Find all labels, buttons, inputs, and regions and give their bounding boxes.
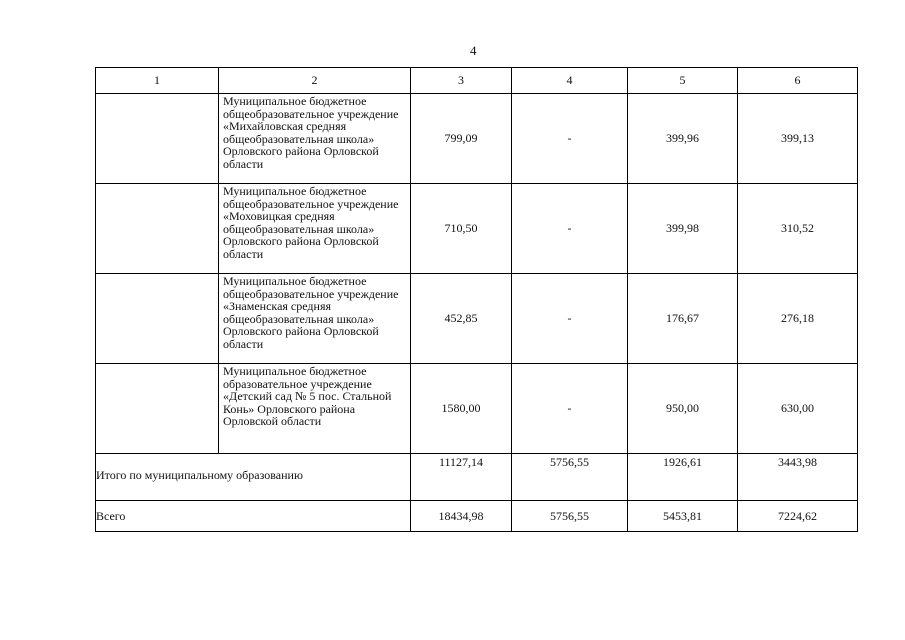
column-header-3: 3 [411, 68, 512, 94]
value-col-4: - [512, 364, 628, 454]
column-header-5: 5 [628, 68, 738, 94]
grand-total-row [96, 501, 858, 532]
page-number: 4 [470, 43, 477, 58]
table-row [96, 184, 858, 274]
value-col-3: 452,85 [411, 274, 512, 364]
total-col-6: 3443,98 [738, 454, 858, 501]
value-col-4: - [512, 94, 628, 184]
blank-cell [96, 364, 219, 454]
budget-table [95, 67, 858, 532]
value-col-3: 1580,00 [411, 364, 512, 454]
blank-cell [96, 274, 219, 364]
institution-name: Муниципальное бюджетное образовательное учреждение «Детский сад № 5 пос. Стальной Конь» Орловского района Орловской области [219, 364, 411, 454]
total-col-3: 11127,14 [411, 454, 512, 501]
grand-col-4: 5756,55 [512, 501, 628, 532]
table-row [96, 364, 858, 454]
total-col-4: 5756,55 [512, 454, 628, 501]
value-col-5: 176,67 [628, 274, 738, 364]
value-col-4: - [512, 274, 628, 364]
column-header-6: 6 [738, 68, 858, 94]
value-col-6: 276,18 [738, 274, 858, 364]
institution-name: Муниципальное бюджетное общеобразовательное учреждение «Знаменская средняя общеобразовательная школа» Орловского района Орловской области [219, 274, 411, 364]
value-col-6: 630,00 [738, 364, 858, 454]
table-row [96, 274, 858, 364]
blank-cell [96, 94, 219, 184]
column-header-1: 1 [96, 68, 219, 94]
institution-name: Муниципальное бюджетное общеобразовательное учреждение «Михайловская средняя общеобразовательная школа» Орловского района Орловской области [219, 94, 411, 184]
grand-col-6: 7224,62 [738, 501, 858, 532]
municipal-total-label: Итого по муниципальному образованию [96, 454, 411, 501]
grand-col-3: 18434,98 [411, 501, 512, 532]
column-header-2: 2 [219, 68, 411, 94]
grand-col-5: 5453,81 [628, 501, 738, 532]
value-col-6: 399,13 [738, 94, 858, 184]
column-header-4: 4 [512, 68, 628, 94]
header-row [96, 68, 858, 94]
value-col-3: 799,09 [411, 94, 512, 184]
value-col-5: 399,96 [628, 94, 738, 184]
value-col-6: 310,52 [738, 184, 858, 274]
institution-name: Муниципальное бюджетное общеобразовательное учреждение «Моховицкая средняя общеобразовательная школа» Орловского района Орловской области [219, 184, 411, 274]
value-col-5: 950,00 [628, 364, 738, 454]
grand-total-label: Всего [96, 501, 411, 532]
blank-cell [96, 184, 219, 274]
total-col-5: 1926,61 [628, 454, 738, 501]
value-col-5: 399,98 [628, 184, 738, 274]
value-col-4: - [512, 184, 628, 274]
value-col-3: 710,50 [411, 184, 512, 274]
municipal-total-row [96, 454, 858, 501]
table-row [96, 94, 858, 184]
